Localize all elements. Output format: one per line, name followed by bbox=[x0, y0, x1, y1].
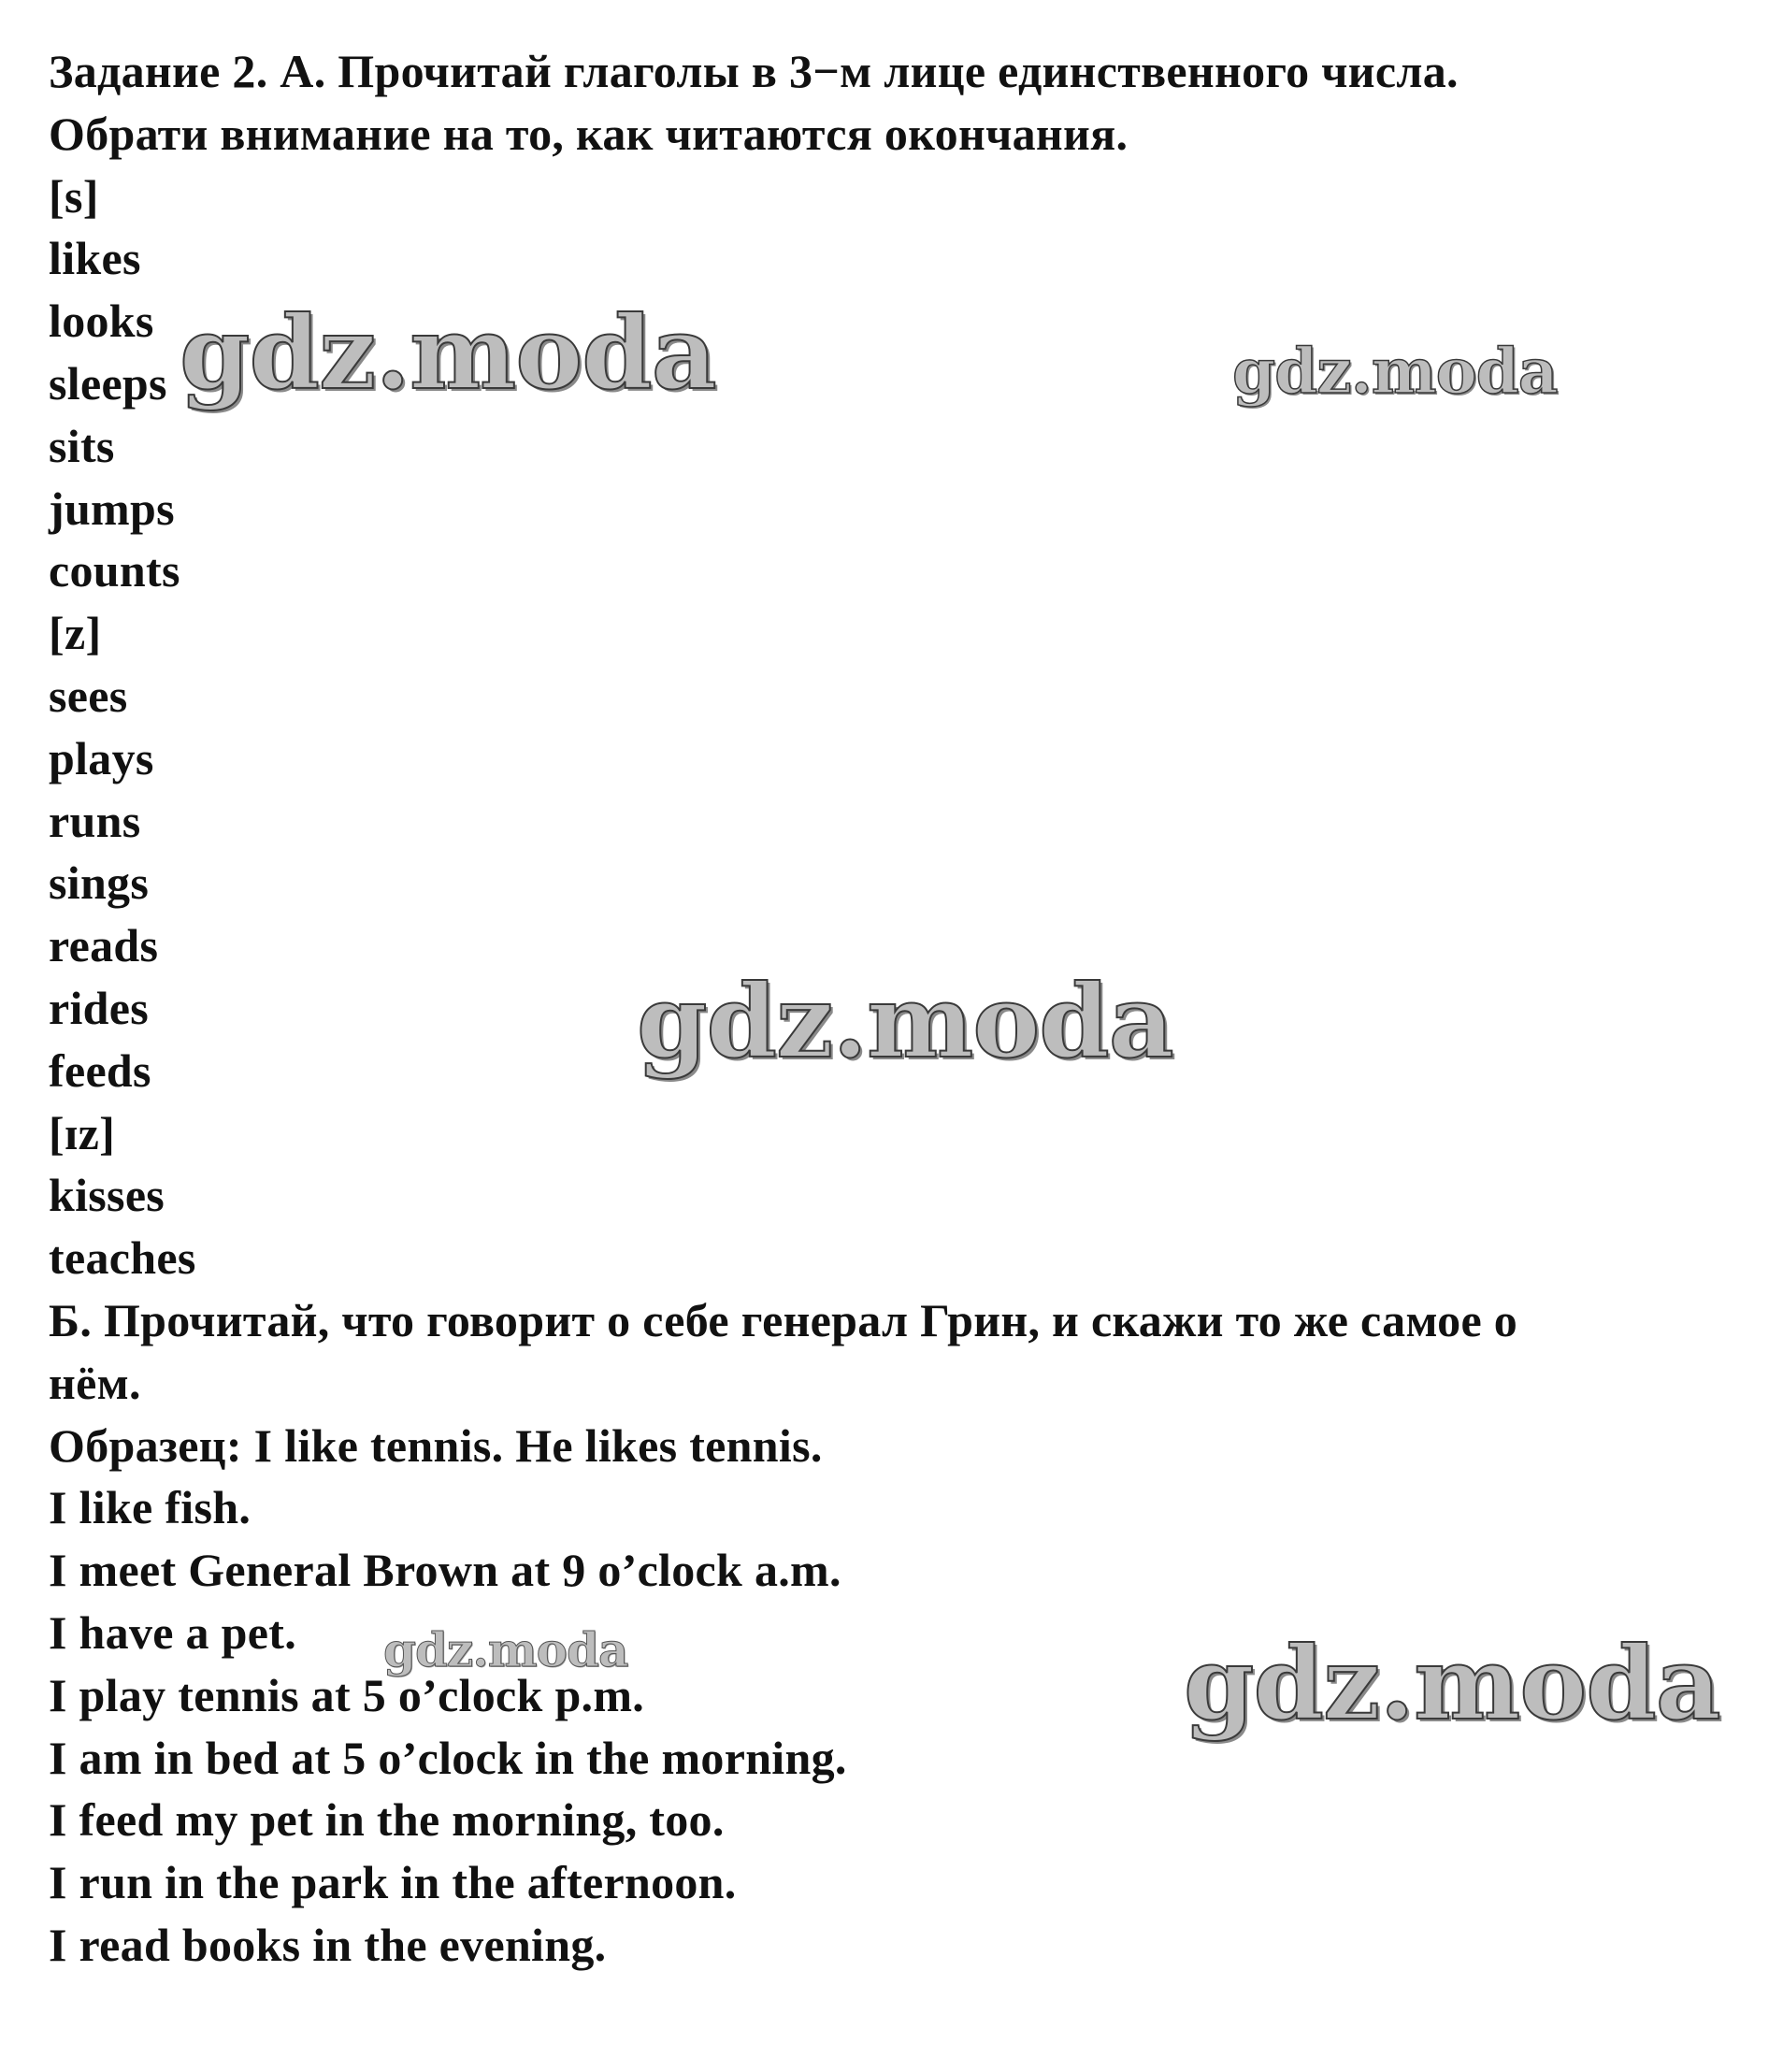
sentence-item: I read books in the evening. bbox=[49, 1918, 607, 1971]
sentence-item: I feed my pet in the morning, too. bbox=[49, 1793, 725, 1847]
sentence-item: I meet General Brown at 9 o’clock a.m. bbox=[49, 1544, 841, 1597]
verb-item: reads bbox=[49, 919, 159, 972]
sentence-item: I play tennis at 5 o’clock p.m. bbox=[49, 1668, 645, 1721]
verb-item: runs bbox=[49, 794, 141, 847]
watermark: gdz.moda bbox=[180, 295, 716, 412]
example-line: Образец: I like tennis. He likes tennis. bbox=[49, 1418, 823, 1472]
task-heading-line-1: Задание 2. А. Прочитай глаголы в 3−м лице единственного числа. bbox=[49, 45, 1459, 97]
sound-label-s: [s] bbox=[49, 169, 99, 223]
watermark: gdz.moda bbox=[637, 963, 1173, 1081]
sound-label-iz: [ɪz] bbox=[49, 1106, 116, 1159]
verb-item: sits bbox=[49, 419, 115, 472]
sound-label-z: [z] bbox=[49, 607, 102, 660]
sentence-item: I have a pet. bbox=[49, 1605, 297, 1659]
task-b-heading-line-1: Б. Прочитай, что говорит о себе генерал Грин, и скажи то же самое о bbox=[49, 1293, 1518, 1346]
verb-item: jumps bbox=[49, 482, 175, 535]
verb-item: sleeps bbox=[49, 356, 167, 410]
verb-item: kisses bbox=[49, 1169, 165, 1222]
watermark: gdz.moda bbox=[1232, 335, 1558, 408]
watermark: gdz.moda bbox=[1184, 1625, 1720, 1743]
sentence-item: I run in the park in the afternoon. bbox=[49, 1856, 737, 1909]
verb-item: feeds bbox=[49, 1043, 151, 1097]
watermark: gdz.moda bbox=[383, 1622, 628, 1677]
verb-item: likes bbox=[49, 232, 141, 285]
verb-item: rides bbox=[49, 981, 150, 1034]
verb-item: counts bbox=[49, 544, 180, 597]
sentence-item: I am in bed at 5 o’clock in the morning. bbox=[49, 1731, 847, 1784]
task-b-heading-line-2: нём. bbox=[49, 1356, 141, 1409]
sentence-item: I like fish. bbox=[49, 1481, 252, 1534]
verb-item: plays bbox=[49, 731, 154, 784]
verb-item: teaches bbox=[49, 1231, 196, 1285]
verb-item: looks bbox=[49, 295, 154, 348]
task-heading-line-2: Обрати внимание на то, как читаются окончания. bbox=[49, 107, 1129, 160]
verb-item: sees bbox=[49, 669, 128, 722]
verb-item: sings bbox=[49, 856, 150, 910]
